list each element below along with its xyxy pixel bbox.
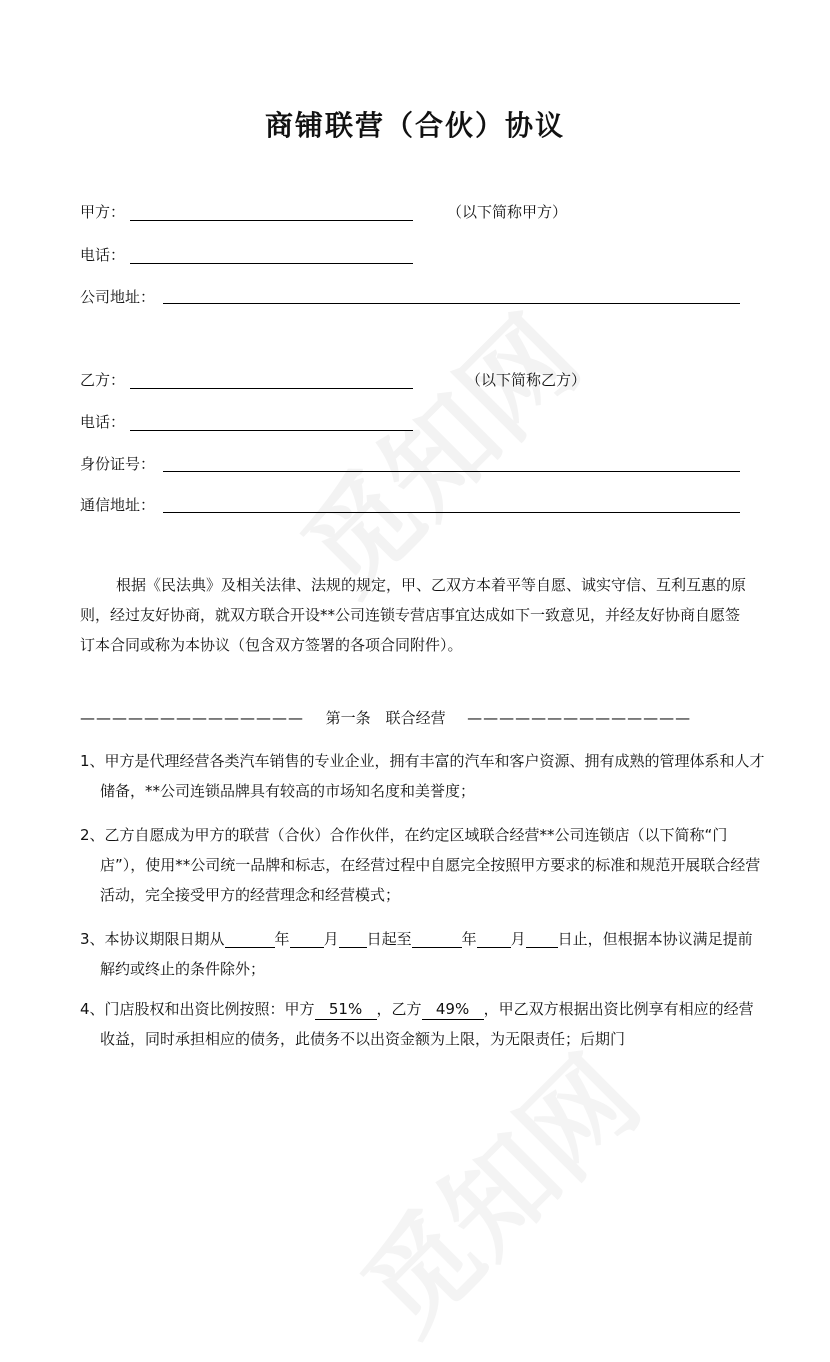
preamble-paragraph: 根据《民法典》及相关法律、法规的规定，甲、乙双方本着平等自愿、诚实守信、互利互惠的原则，经过友好协商，就双方联合开设**公司连锁专营店事宜达成如下一致意见，并经友好协商自愿签订本合同或称为本协议（包含双方签署的各项合同附件）。 bbox=[80, 576, 747, 654]
end-month-blank[interactable] bbox=[477, 929, 511, 948]
party-a-phone-label: 电话： bbox=[80, 246, 126, 264]
party-b-share-field[interactable]: 49% bbox=[422, 999, 484, 1020]
party-a-share-field[interactable]: 51% bbox=[315, 999, 377, 1020]
clause-3-end-month-label: 月 bbox=[510, 930, 526, 948]
clause-3-year-label: 年 bbox=[274, 930, 290, 948]
clause-4-text-c: ，甲乙双方根据出资比例享有相应的经营收益，同时承担相应的债务，此债务不以出资金额为上限，为无限责任；后期门 bbox=[100, 1000, 754, 1048]
section-title: 第一条 联合经营 bbox=[325, 709, 446, 727]
party-b-phone-label: 电话： bbox=[80, 413, 126, 431]
watermark bbox=[322, 1016, 667, 1361]
party-b-name-field[interactable] bbox=[130, 388, 413, 389]
start-day-blank[interactable] bbox=[339, 929, 367, 948]
party-a-name-field[interactable] bbox=[130, 220, 413, 221]
clause-item-4 bbox=[80, 994, 766, 1054]
party-b-note: （以下简称乙方） bbox=[466, 371, 587, 389]
party-b-id-label: 身份证号： bbox=[80, 455, 156, 473]
end-day-blank[interactable] bbox=[526, 929, 558, 948]
clause-item-2: 2、乙方自愿成为甲方的联营（合伙）合作伙伴，在约定区域联合经营**公司连锁店（以下简称“门店”），使用**公司统一品牌和标志，在经营过程中自愿完全按照甲方要求的标准和规范开展联合经营活动，完全接受甲方的经营理念和经营模式； bbox=[80, 826, 761, 904]
clause-3-text-a: 3、本协议期限日期从 bbox=[80, 930, 225, 948]
party-b-address-label: 通信地址： bbox=[80, 496, 156, 514]
end-year-blank[interactable] bbox=[412, 929, 462, 948]
party-a-phone-field[interactable] bbox=[130, 263, 413, 264]
party-b-id-field[interactable] bbox=[163, 471, 740, 472]
document-title: 商铺联营（合伙）协议 bbox=[264, 109, 565, 142]
party-a-address-label: 公司地址： bbox=[80, 288, 156, 306]
party-a-label: 甲方： bbox=[80, 203, 126, 221]
party-a-note: （以下简称甲方） bbox=[447, 203, 568, 221]
heading-rule-left: —————————————— bbox=[80, 709, 304, 727]
clause-4-text-a: 4、门店股权和出资比例按照：甲方 bbox=[80, 1000, 315, 1018]
party-b-address-field[interactable] bbox=[163, 512, 740, 513]
clause-3-text-d: 日起至 bbox=[366, 930, 412, 948]
start-month-blank[interactable] bbox=[290, 929, 324, 948]
start-year-blank[interactable] bbox=[225, 929, 275, 948]
party-a-address-field[interactable] bbox=[163, 303, 740, 304]
clause-3-month-label: 月 bbox=[323, 930, 339, 948]
clause-3-end-year-label: 年 bbox=[461, 930, 477, 948]
heading-rule-right: —————————————— bbox=[467, 709, 692, 727]
section-heading bbox=[80, 707, 692, 728]
party-b-label: 乙方： bbox=[80, 371, 126, 389]
clause-item-1: 1、甲方是代理经营各类汽车销售的专业企业，拥有丰富的汽车和客户资源、拥有成熟的管理体系和人才储备，**公司连锁品牌具有较高的市场知名度和美誉度； bbox=[80, 752, 765, 800]
clause-3-text-g: 日止，但根据本协议满足提前解约或终止的条件除外； bbox=[100, 930, 753, 978]
clause-item-3 bbox=[80, 924, 766, 984]
party-b-phone-field[interactable] bbox=[130, 430, 413, 431]
clause-4-text-b: ，乙方 bbox=[376, 1000, 422, 1018]
